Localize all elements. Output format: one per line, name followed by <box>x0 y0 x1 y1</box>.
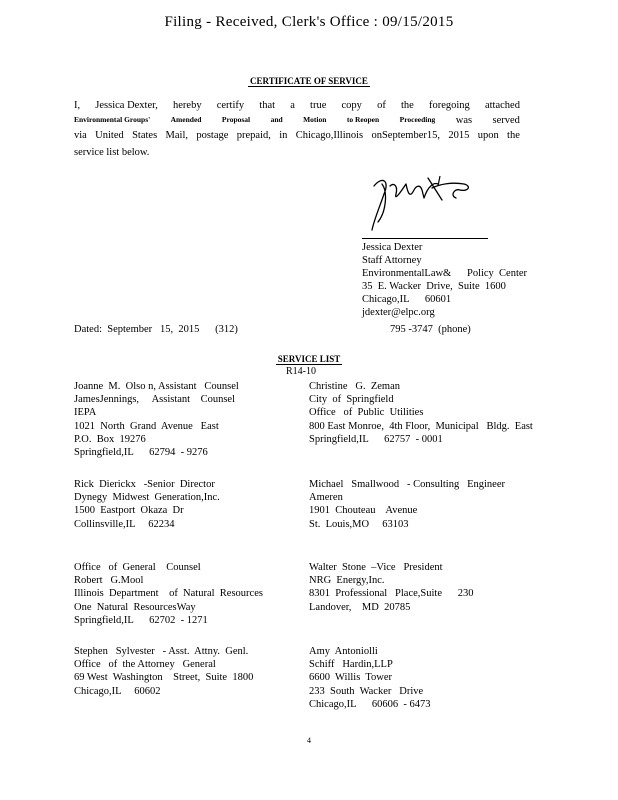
recipient-name: Office of General Counsel <box>74 562 201 573</box>
signature-line <box>362 238 488 239</box>
certificate-word: Chicago,Illinois <box>295 130 364 141</box>
certificate-word: the <box>401 100 414 111</box>
address-line: 233 South Wacker Drive <box>309 685 424 697</box>
certificate-word: United <box>95 130 124 141</box>
certificate-word: I, <box>74 100 81 111</box>
certificate-line-2 <box>74 115 520 126</box>
address-line: Office of the Attorney General <box>74 659 216 671</box>
certificate-word: prepaid, <box>236 130 271 141</box>
service-entry-1 <box>74 380 239 459</box>
address-line: IEPA <box>74 407 97 419</box>
address-line: Springfield,IL 62702 - 1271 <box>74 614 208 626</box>
address-line: One Natural ResourcesWay <box>74 601 196 613</box>
address-line: JamesJennings, Assistant Counsel <box>74 394 236 406</box>
certificate-word: Proceeding <box>399 115 436 124</box>
certificate-word: the <box>507 130 520 141</box>
address-line: 1500 Eastport Okaza Dr <box>74 505 184 517</box>
address-line: 1021 North Grand Avenue East <box>74 420 219 432</box>
certificate-word: and <box>270 115 283 124</box>
certificate-word: Proposal <box>221 115 251 124</box>
recipient-name: Joanne M. Olso n, Assistant Counsel <box>74 381 239 392</box>
certificate-word: attached <box>484 100 520 111</box>
certificate-line-4: service list below. <box>74 147 150 158</box>
signature-image <box>368 172 478 234</box>
service-entry-5 <box>74 561 263 627</box>
address-line: 800 East Monroe, 4th Floor, Municipal Bldg. East <box>309 420 533 432</box>
certificate-word: to Reopen <box>346 115 380 124</box>
certificate-word: Jessica Dexter, <box>95 100 158 111</box>
address-line: Collinsville,IL 62234 <box>74 518 175 530</box>
address-line: Chicago,IL 60606 - 6473 <box>309 698 431 710</box>
certificate-word: foregoing <box>428 100 470 111</box>
address-line: 8301 Professional Place,Suite 230 <box>309 588 474 600</box>
service-entry-6 <box>309 561 473 614</box>
address-line: City of Springfield <box>309 394 394 406</box>
certificate-word: of <box>377 100 386 111</box>
recipient-name: Stephen Sylvester - Asst. Attny. Genl. <box>74 646 249 657</box>
address-line: St. Louis,MO 63103 <box>309 518 409 530</box>
service-entry-3 <box>74 478 220 531</box>
certificate-title: CERTIFICATE OF SERVICE <box>250 76 368 86</box>
docket-number: R14-10 <box>286 366 316 377</box>
recipient-name: Amy Antoniolli <box>309 646 378 657</box>
certificate-word: Amended <box>170 115 202 124</box>
certificate-word: true <box>310 100 327 111</box>
address-line: Landover, MD 20785 <box>309 601 411 613</box>
certificate-word: States <box>132 130 158 141</box>
signer-city: Chicago,IL 60601 <box>362 294 452 305</box>
signer-street: 35 E. Wacker Drive, Suite 1600 <box>362 281 506 292</box>
certificate-word: onSeptember15, <box>371 130 440 141</box>
service-entry-7 <box>74 645 253 698</box>
recipient-name: Rick Dierickx -Senior Director <box>74 479 215 490</box>
page-number: 4 <box>307 736 311 745</box>
dated-line: Dated: September 15, 2015 (312) <box>74 324 238 335</box>
certificate-word: 2015 <box>448 130 470 141</box>
certificate-word: copy <box>341 100 362 111</box>
address-line: 1901 Chouteau Avenue <box>309 505 418 517</box>
certificate-word: Motion <box>303 115 327 124</box>
certificate-word: was <box>455 115 473 126</box>
signer-title: Staff Attorney <box>362 255 422 266</box>
recipient-name: Walter Stone –Vice President <box>309 562 443 573</box>
certificate-word: via <box>74 130 87 141</box>
certificate-word: that <box>259 100 276 111</box>
signer-name: Jessica Dexter <box>362 242 423 253</box>
address-line: Office of Public Utilities <box>309 407 424 419</box>
address-line: P.O. Box 19276 <box>74 433 146 445</box>
service-entry-8 <box>309 645 431 711</box>
certificate-word: upon <box>477 130 499 141</box>
certificate-word: Environmental Groups' <box>74 115 151 124</box>
address-line: Illinois Department of Natural Resources <box>74 588 263 600</box>
address-line: Springfield,IL 62794 - 9276 <box>74 447 208 459</box>
address-line: Springfield,IL 62757 - 0001 <box>309 433 443 445</box>
certificate-word: hereby <box>173 100 202 111</box>
signer-email: jdexter@elpc.org <box>362 307 435 318</box>
certificate-line-1 <box>74 100 520 111</box>
certificate-word: in <box>279 130 288 141</box>
address-line: Robert G.Mool <box>74 575 144 587</box>
address-line: Schiff Hardin,LLP <box>309 659 393 671</box>
signer-block <box>362 241 527 319</box>
address-line: Chicago,IL 60602 <box>74 685 161 697</box>
address-line: 6600 Willis Tower <box>309 672 393 684</box>
recipient-name: Michael Smallwood - Consulting Engineer <box>309 479 505 490</box>
certificate-word: served <box>492 115 520 126</box>
certificate-line-3 <box>74 130 520 141</box>
address-line: Dynegy Midwest Generation,Inc. <box>74 492 220 504</box>
phone-line: 795 -3747 (phone) <box>390 324 471 335</box>
signer-org: EnvironmentalLaw& Policy Center <box>362 268 528 279</box>
filing-header: Filing - Received, Clerk's Office : 09/15/2015 <box>164 14 454 30</box>
address-line: NRG Energy,Inc. <box>309 575 385 587</box>
address-line: Ameren <box>309 492 343 504</box>
service-entry-2 <box>309 380 533 446</box>
certificate-word: Mail, <box>165 130 188 141</box>
certificate-word: postage <box>196 130 229 141</box>
certificate-word: a <box>290 100 295 111</box>
service-list-title: SERVICE LIST <box>277 354 341 364</box>
service-entry-4 <box>309 478 505 531</box>
certificate-word: certify <box>216 100 245 111</box>
address-line: 69 West Washington Street, Suite 1800 <box>74 672 254 684</box>
recipient-name: Christine G. Zeman <box>309 381 400 392</box>
